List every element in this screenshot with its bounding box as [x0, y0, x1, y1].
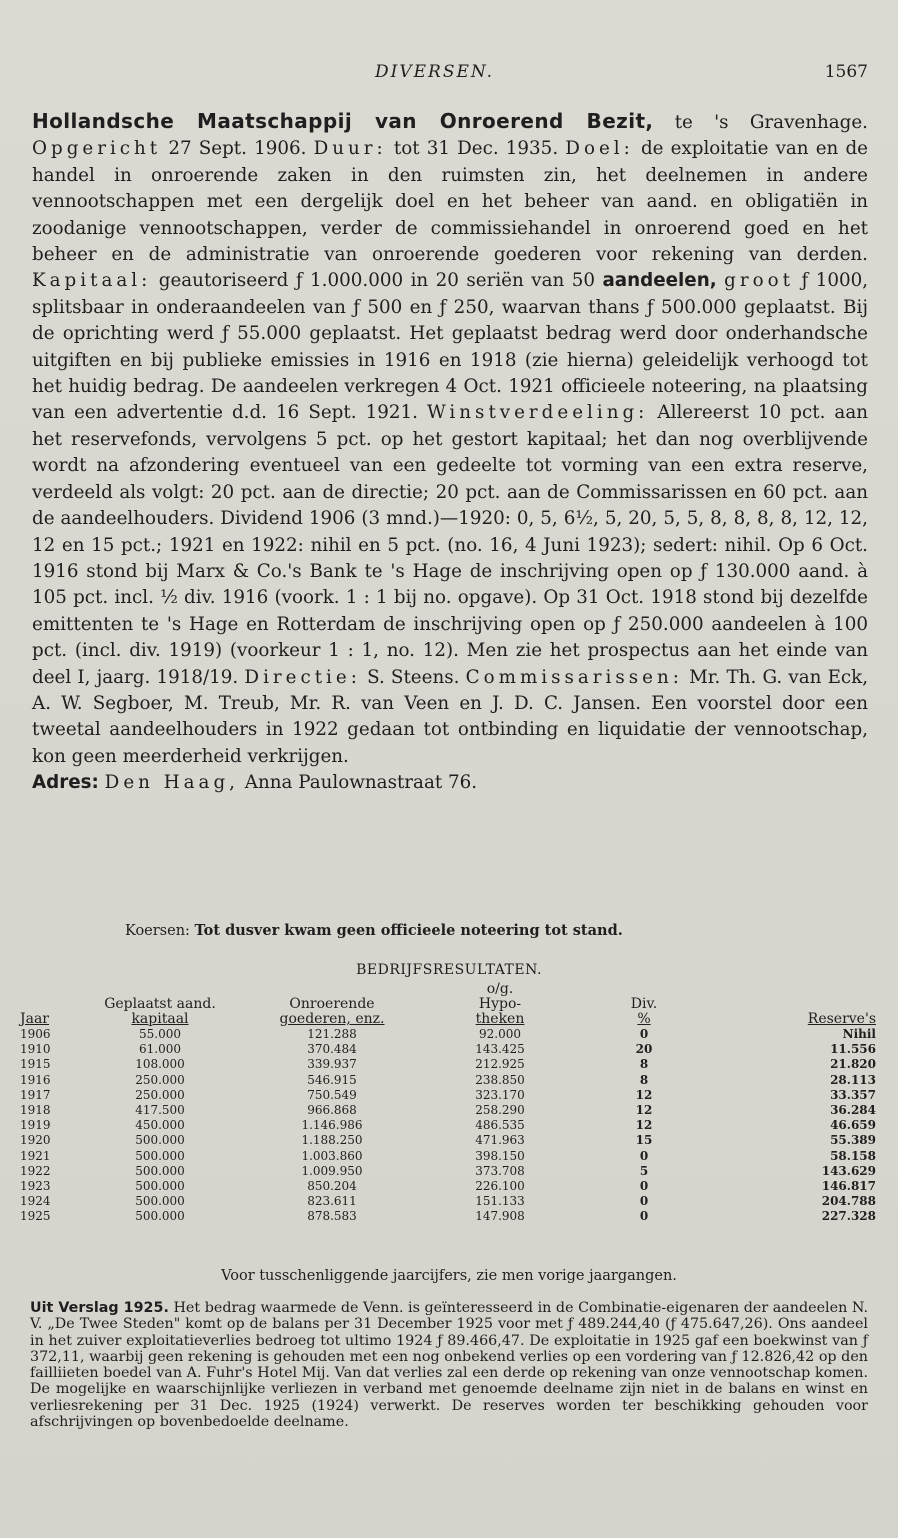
company-seat: te 's Gravenhage.	[674, 112, 868, 133]
table-row	[18, 1042, 878, 1057]
cell-reserves: 204.788	[821, 1194, 876, 1209]
header-cap-2: kapitaal	[131, 1011, 189, 1027]
cell-year: 1919	[20, 1118, 51, 1133]
header-year: Jaar	[20, 1011, 49, 1027]
cell-hypotheken: 323.170	[475, 1087, 525, 1102]
cell-capital: 500.000	[135, 1209, 185, 1224]
cell-dividend: 12	[635, 1087, 653, 1102]
cell-year: 1922	[20, 1163, 51, 1178]
cell-hypotheken: 398.150	[475, 1148, 525, 1163]
koersen-line	[125, 922, 623, 939]
cell-onroerende: 966.868	[307, 1103, 357, 1118]
cell-reserves: 146.817	[821, 1179, 876, 1194]
cell-capital: 250.000	[135, 1087, 185, 1102]
cell-reserves: 46.659	[830, 1118, 876, 1133]
cell-reserves: 143.629	[821, 1163, 876, 1178]
results-header-row-bottom	[18, 1012, 878, 1027]
cell-dividend: 8	[639, 1057, 649, 1072]
table-row	[18, 1179, 878, 1194]
table-row	[18, 1194, 878, 1209]
cell-year: 1924	[20, 1194, 51, 1209]
cell-hypotheken: 258.290	[475, 1103, 525, 1118]
cell-year: 1906	[20, 1027, 51, 1041]
koersen-label: Koersen:	[125, 923, 190, 939]
cell-hypotheken: 147.908	[475, 1209, 525, 1224]
cell-reserves: 227.328	[821, 1209, 876, 1224]
cell-hypotheken: 226.100	[475, 1179, 525, 1194]
header-onr-2: goederen, enz.	[279, 1011, 385, 1027]
cell-hypotheken: 373.708	[475, 1163, 525, 1178]
cell-capital: 250.000	[135, 1072, 185, 1087]
cell-reserves: 36.284	[830, 1103, 876, 1118]
header-hyp-1: Hypo-	[478, 996, 522, 1012]
results-table	[18, 982, 878, 1225]
cell-onroerende: 750.549	[307, 1087, 357, 1102]
cell-onroerende: 878.583	[307, 1209, 357, 1224]
verslag-paragraph	[30, 1300, 868, 1430]
company-entry	[32, 108, 868, 797]
cell-year: 1910	[20, 1042, 51, 1057]
cell-year: 1918	[20, 1103, 51, 1118]
header-div-1: Div.	[630, 996, 658, 1012]
label-groot: groot	[724, 270, 794, 292]
table-row	[18, 1057, 878, 1072]
kapitaal-value-b: ƒ 1000, splitsbaar in onderaandeelen van ƒ 500 en ƒ 250, waarvan thans ƒ 500.000 geplaatst. Bij de oprichting werd ƒ 55.000 geplaatst. Het geplaatst bedrag werd door onderhandsche uitgiften en bij publieke emissies in 1916 en 1918 (zie hierna) geleidelijk verhoogd tot het huidig bedrag. De aandeelen verkregen 4 Oct. 1921 officieele noteering, na plaatsing van een advertentie d.d. 16 Sept. 1921.	[32, 270, 869, 424]
aandeelen-term: aandeelen,	[602, 270, 717, 292]
cell-hypotheken: 151.133	[475, 1194, 525, 1209]
cell-reserves: 33.357	[830, 1087, 876, 1102]
directie-value: S. Steens.	[367, 666, 460, 688]
header-reserves: Reserve's	[807, 1011, 876, 1027]
cell-capital: 500.000	[135, 1163, 185, 1178]
cell-dividend: 8	[639, 1072, 649, 1087]
cell-hypotheken: 212.925	[475, 1057, 525, 1072]
cell-capital: 500.000	[135, 1179, 185, 1194]
cell-onroerende: 339.937	[307, 1057, 357, 1072]
label-winstverdeeling: Winstverdeeling:	[426, 402, 649, 424]
cell-reserves: Nihil	[842, 1027, 876, 1041]
cell-dividend: 0	[639, 1148, 649, 1163]
cell-onroerende: 546.915	[307, 1072, 357, 1087]
table-row	[18, 1088, 878, 1103]
winstverdeeling-value: Allereerst 10 pct. aan het reservefonds, vervolgens 5 pct. op het gestort kapitaal; het dan nog overblijvende wordt na afzondering eventueel van een gedeelte tot vorming van een extra reserve, verdeeld als volgt: 20 pct. aan de directie; 20 pct. aan de Commissarissen en 60 pct. aan de aandeelhouders. Dividend 1906 (3 mnd.)—1920: 0, 5, 6½, 5, 20, 5, 5, 8, 8, 8, 8, 12, 12, 12 en 15 pct.; 1921 en 1922: nihil en 5 pct. (no. 16, 4 Juni 1923); sedert: nihil. Op 6 Oct. 1916 stond bij Marx & Co.'s Bank te 's Hage de inschrijving open op ƒ 130.000 aand. à 105 pct. incl. ½ div. 1916 (voork. 1 : 1 bij no. opgave). Op 31 Oct. 1918 stond bij dezelfde emittenten te 's Hage en Rotterdam de inschrijving open op ƒ 250.000 aandeelen à 100 pct. (incl. div. 1919) (voorkeur 1 : 1, no. 12). Men zie het prospectus aan het einde van deel I, jaarg. 1918/19.	[32, 402, 869, 688]
cell-capital: 61.000	[139, 1042, 181, 1057]
koersen-text: Tot dusver kwam geen officieele noteering tot stand.	[194, 922, 623, 939]
cell-year: 1915	[20, 1057, 51, 1072]
label-duur: Duur:	[313, 138, 387, 160]
adres-street: Anna Paulownastraat 76.	[244, 772, 478, 794]
cell-onroerende: 1.146.986	[301, 1118, 363, 1133]
cell-dividend: 0	[639, 1179, 649, 1194]
cell-onroerende: 823.611	[307, 1194, 357, 1209]
cell-dividend: 12	[635, 1118, 653, 1133]
opgericht-value: 27 Sept. 1906.	[168, 138, 307, 160]
label-doel: Doel:	[565, 138, 634, 160]
cell-capital: 450.000	[135, 1118, 185, 1133]
cell-year: 1916	[20, 1072, 51, 1087]
cell-year: 1917	[20, 1087, 51, 1102]
header-hyp-og: o/g.	[486, 981, 514, 997]
label-adres: Adres:	[32, 772, 99, 794]
table-row	[18, 1164, 878, 1179]
cell-onroerende: 1.188.250	[301, 1133, 363, 1148]
cell-hypotheken: 238.850	[475, 1072, 525, 1087]
running-head: DIVERSEN.	[375, 62, 495, 82]
cell-reserves: 28.113	[830, 1072, 876, 1087]
cell-reserves: 58.158	[830, 1148, 876, 1163]
doel-value: de exploitatie van en de handel in onroerende zaken in den ruimsten zin, het deelnemen in andere vennootschappen met een dergelijk doel en het beheer van aand. en obligatiën in zoodanige vennootschappen, verder de commissiehandel in onroerend goed en het beheer en de administratie van onroerende goederen voor rekening van derden.	[32, 138, 868, 266]
cell-hypotheken: 143.425	[475, 1042, 525, 1057]
label-kapitaal: Kapitaal:	[32, 270, 152, 292]
cell-capital: 500.000	[135, 1194, 185, 1209]
verslag-label: Uit Verslag 1925.	[30, 1300, 169, 1316]
table-row	[18, 1073, 878, 1088]
kapitaal-value-a: geautoriseerd ƒ 1.000.000 in 20 seriën van 50	[158, 270, 595, 292]
header-div-2: %	[637, 1011, 651, 1027]
cell-capital: 108.000	[135, 1057, 185, 1072]
cell-dividend: 5	[639, 1163, 649, 1178]
table-row	[18, 1118, 878, 1133]
company-name: Hollandsche Maatschappij van Onroerend Bezit,	[32, 109, 654, 133]
cell-reserves: 11.556	[830, 1042, 876, 1057]
results-note: Voor tusschenliggende jaarcijfers, zie men vorige jaargangen.	[221, 1268, 677, 1284]
table-row	[18, 1027, 878, 1042]
verslag-text: Het bedrag waarmede de Venn. is geïnteresseerd in de Combinatie-eigenaren der aandeelen N. V. „De Twee Steden" komt op de balans per 31 December 1925 voor met ƒ 489.244,40 (ƒ 475.647,26). Ons aandeel in het zuiver exploitatieverlies bedroeg tot ultimo 1924 ƒ 89.466,47. De exploitatie in 1925 gaf een boekwinst van ƒ 372,11, waarbij geen rekening is gehouden met een nog onbekend verlies op een vordering van ƒ 12.826,42 op den failliieten boedel van A. Fuhr's Hotel Mij. Van dat verlies zal een derde op rekening van onze vennootschap komen. De mogelijke en waarschijnlijke verliezen in verband met genoemde deelname zijn niet in de balans en winst en verliesrekening per 31 Dec. 1925 (1924) verwerkt. De reserves worden ter beschikking gehouden voor afschrijvingen op bovenbedoelde deelname.	[30, 1300, 869, 1431]
adres-city: Den Haag,	[104, 772, 239, 794]
cell-dividend: 0	[639, 1027, 649, 1041]
cell-onroerende: 1.003.860	[301, 1148, 363, 1163]
cell-year: 1925	[20, 1209, 51, 1224]
duur-value: tot 31 Dec. 1935.	[393, 138, 559, 160]
table-row	[18, 1209, 878, 1224]
cell-dividend: 0	[639, 1194, 649, 1209]
cell-reserves: 55.389	[830, 1133, 876, 1148]
cell-dividend: 0	[639, 1209, 649, 1224]
header-hyp-2: theken	[475, 1011, 525, 1027]
label-directie: Directie:	[244, 666, 361, 688]
cell-hypotheken: 486.535	[475, 1118, 525, 1133]
cell-onroerende: 370.484	[307, 1042, 357, 1057]
cell-capital: 500.000	[135, 1148, 185, 1163]
cell-onroerende: 121.288	[307, 1027, 357, 1041]
label-commissarissen: Commissarissen:	[465, 666, 683, 688]
page-number: 1567	[824, 62, 868, 82]
label-opgericht: Opgericht	[32, 138, 162, 160]
commissarissen-value: Mr. Th. G. van Eck, A. W. Segboer, M. Treub, Mr. R. van Veen en J. D. C. Jansen. Een voorstel door een tweetal aandeelhouders in 1922 gedaan tot ontbinding en liquidatie der vennootschap, kon geen meerderheid verkrijgen.	[32, 666, 869, 767]
header-onr-1: Onroerende	[289, 996, 375, 1012]
table-row	[18, 1133, 878, 1148]
table-row	[18, 1103, 878, 1118]
cell-capital: 500.000	[135, 1133, 185, 1148]
cell-capital: 55.000	[139, 1027, 181, 1041]
cell-capital: 417.500	[135, 1103, 185, 1118]
results-title: BEDRIJFSRESULTATEN.	[356, 962, 542, 978]
cell-dividend: 12	[635, 1103, 653, 1118]
cell-year: 1921	[20, 1148, 51, 1163]
cell-onroerende: 1.009.950	[301, 1163, 363, 1178]
header-cap-1: Geplaatst aand.	[104, 996, 216, 1012]
cell-year: 1923	[20, 1179, 51, 1194]
page-header	[0, 58, 898, 88]
table-row	[18, 1149, 878, 1164]
cell-year: 1920	[20, 1133, 51, 1148]
results-header-row-top	[18, 982, 878, 997]
cell-onroerende: 850.204	[307, 1179, 357, 1194]
cell-hypotheken: 92.000	[479, 1027, 521, 1041]
cell-reserves: 21.820	[830, 1057, 876, 1072]
results-header-row-mid	[18, 997, 878, 1012]
cell-hypotheken: 471.963	[475, 1133, 525, 1148]
cell-dividend: 20	[635, 1042, 653, 1057]
cell-dividend: 15	[635, 1133, 653, 1148]
results-body	[18, 1027, 878, 1225]
